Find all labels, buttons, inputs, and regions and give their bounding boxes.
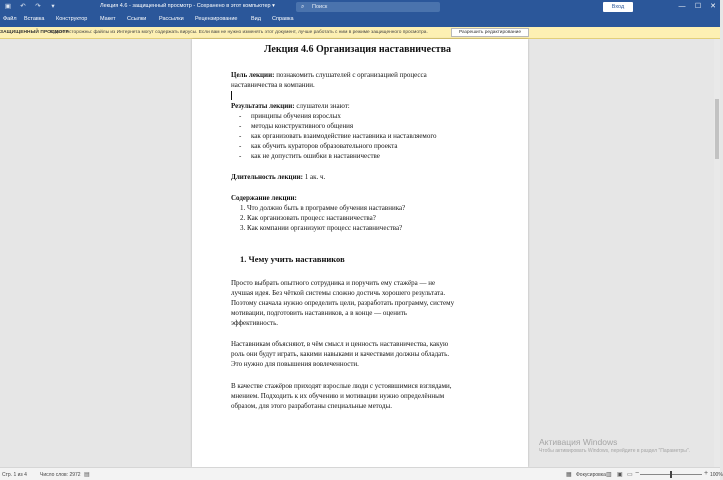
scrollbar-thumb[interactable] bbox=[715, 99, 719, 159]
redo-icon[interactable]: ↷ bbox=[35, 3, 41, 10]
tab-references[interactable]: Ссылки bbox=[127, 16, 147, 22]
focus-mode-button[interactable]: Фокусировка bbox=[576, 472, 606, 478]
paragraph-line: мнением. Подходить к их обучению и мотивации нужно определённым bbox=[231, 392, 445, 400]
tab-insert[interactable]: Вставка bbox=[24, 16, 45, 22]
page-title: Лекция 4.6 Организация наставничества bbox=[264, 44, 451, 55]
goal-line bbox=[231, 70, 427, 80]
search-icon: ⌕ bbox=[301, 4, 305, 10]
paragraph-line: Это нужно для повышения вовлеченности. bbox=[231, 360, 359, 368]
quick-access-toolbar bbox=[4, 3, 57, 11]
read-mode-icon[interactable]: ▥ bbox=[606, 472, 612, 478]
ribbon-tabs bbox=[0, 14, 720, 27]
tab-view[interactable]: Вид bbox=[251, 16, 261, 22]
paragraph-line: В качестве стажёров приходят взрослые люди с устоявшимися взглядами, bbox=[231, 382, 452, 390]
document-title: Лекция 4.6 - защищенный просмотр - Сохранено в этот компьютер ▾ bbox=[100, 3, 275, 9]
word-count[interactable]: Число слов: 2972 bbox=[40, 472, 81, 478]
zoom-percent[interactable]: 100% bbox=[710, 472, 723, 478]
protected-view-message: Будьте осторожны: файлы из Интернета могут содержать вирусы. Если вам не нужно изменять этот документ, лучше работать с ним в режиме защищенного просмотра. bbox=[50, 30, 428, 35]
protected-view-bar bbox=[0, 27, 720, 39]
maximize-button[interactable]: ☐ bbox=[694, 3, 702, 10]
minimize-button[interactable]: — bbox=[678, 3, 686, 10]
paragraph-line: мотивации, подготовить наставников, а в конце — оценить bbox=[231, 309, 407, 317]
customize-icon[interactable]: ▾ bbox=[51, 3, 55, 10]
list-item: 2. Как организовать процесс наставничества? bbox=[240, 214, 376, 222]
vertical-scrollbar[interactable] bbox=[714, 39, 720, 467]
zoom-out-button[interactable]: − bbox=[635, 470, 640, 477]
section-heading: 1. Чему учить наставников bbox=[240, 254, 345, 264]
zoom-slider-knob[interactable] bbox=[670, 471, 672, 478]
enable-editing-button[interactable]: Разрешить редактирование bbox=[451, 28, 529, 37]
tab-review[interactable]: Рецензирование bbox=[195, 16, 238, 22]
paragraph-line: образом, для этого разработаны специальные методы. bbox=[231, 402, 392, 410]
paragraph-line: лучшая идея. Без чёткой системы сложно достичь хорошего результата. bbox=[231, 289, 446, 297]
tab-design[interactable]: Конструктор bbox=[56, 16, 88, 22]
zoom-in-button[interactable]: + bbox=[704, 470, 709, 477]
results-label: Результаты лекции: bbox=[231, 102, 295, 110]
close-button[interactable]: ✕ bbox=[710, 3, 716, 10]
duration-line bbox=[231, 172, 325, 182]
goal-label: Цель лекции: bbox=[231, 71, 275, 79]
goal-text: познакомить слушателей с организацией процесса bbox=[274, 71, 427, 79]
web-layout-icon[interactable]: ▭ bbox=[627, 472, 633, 478]
content-label: Содержание лекции: bbox=[231, 194, 297, 202]
paragraph-line: Наставникам объясняют, в чём смысл и ценность наставничества, какую bbox=[231, 340, 449, 348]
paragraph-line: Поэтому сначала нужно определить цели, разработать программу, систему bbox=[231, 299, 455, 307]
tab-mailings[interactable]: Рассылки bbox=[159, 16, 184, 22]
list-item: 1. Что должно быть в программе обучения наставника? bbox=[240, 204, 406, 212]
save-icon[interactable]: ▣ bbox=[4, 3, 12, 10]
tab-help[interactable]: Справка bbox=[272, 16, 294, 22]
text-cursor bbox=[231, 91, 232, 100]
page-indicator[interactable]: Стр. 1 из 4 bbox=[2, 472, 27, 478]
goal-text-line-2: наставничества в компании. bbox=[231, 81, 315, 89]
print-layout-icon[interactable]: ▣ bbox=[617, 472, 623, 478]
proofing-icon[interactable]: ▤ bbox=[84, 472, 90, 478]
status-bar bbox=[0, 467, 723, 480]
duration-value: 1 ак. ч. bbox=[302, 173, 326, 181]
paragraph-line: роль они будут играть, какими навыками и качествами должны обладать. bbox=[231, 350, 450, 358]
list-item: 3. Как компании организуют процесс наставничества? bbox=[240, 224, 403, 232]
undo-icon[interactable]: ↶ bbox=[20, 3, 26, 10]
focus-icon[interactable]: ▦ bbox=[566, 472, 572, 478]
results-intro: слушатели знают: bbox=[294, 102, 350, 110]
document-page[interactable]: Лекция 4.6 Организация наставничества Цель лекции: познакомить слушателей с организацией процесса наставничества в компании. Результаты лекции: слушатели знают: - принципы обучения взрослых - методы конструктивного общения - как организовать взаимодействие наставника и наставляемого - как обучить кураторов образовательного проекта - как не допустить ошибки в наставничестве Длительность лекции: 1 ак. ч. Содержание лекции: 1. Что должно быть в программе обучения наставника? 2. Как организовать процесс наставничества? 3. Как компании организуют процесс наставничества? 1. Чему учить наставников Просто выбрать опытного сотрудника и поручить ему стажёра — не лучшая идея. Без чёткой системы сложно достичь хорошего результата. Поэтому сначала нужно определить цели, разработать программу, систему мотивации, подготовить наставников, а в конце — оценить эффективность. Наставникам объясняют, в чём смысл и ценность наставничества, какую роль они будут играть, какими навыками и качествами должны обладать. Это нужно для повышения вовлеченности. В качестве стажёров приходят взрослые люди с устоявшимися взглядами, мнением. Подходить к их обучению и мотивации нужно определённым образом, для этого разработаны специальные методы. bbox=[192, 39, 528, 467]
paragraph-line: эффективность. bbox=[231, 319, 279, 327]
tab-file[interactable]: Файл bbox=[3, 16, 17, 22]
search-input[interactable] bbox=[296, 2, 440, 12]
paragraph-line: Просто выбрать опытного сотрудника и поручить ему стажёра — не bbox=[231, 279, 436, 287]
duration-label: Длительность лекции: bbox=[231, 173, 303, 181]
protected-view-label: ЗАЩИЩЕННЫЙ ПРОСМОТР bbox=[0, 30, 69, 35]
results-line bbox=[231, 101, 350, 111]
tab-layout[interactable]: Макет bbox=[100, 16, 116, 22]
sign-in-button[interactable]: Вход bbox=[603, 2, 633, 12]
search-placeholder: Поиск bbox=[312, 4, 328, 10]
activation-watermark-subtitle: Чтобы активировать Windows, перейдите в раздел "Параметры". bbox=[539, 448, 691, 454]
title-bar bbox=[0, 0, 720, 14]
activation-watermark-title: Активация Windows bbox=[539, 437, 618, 447]
